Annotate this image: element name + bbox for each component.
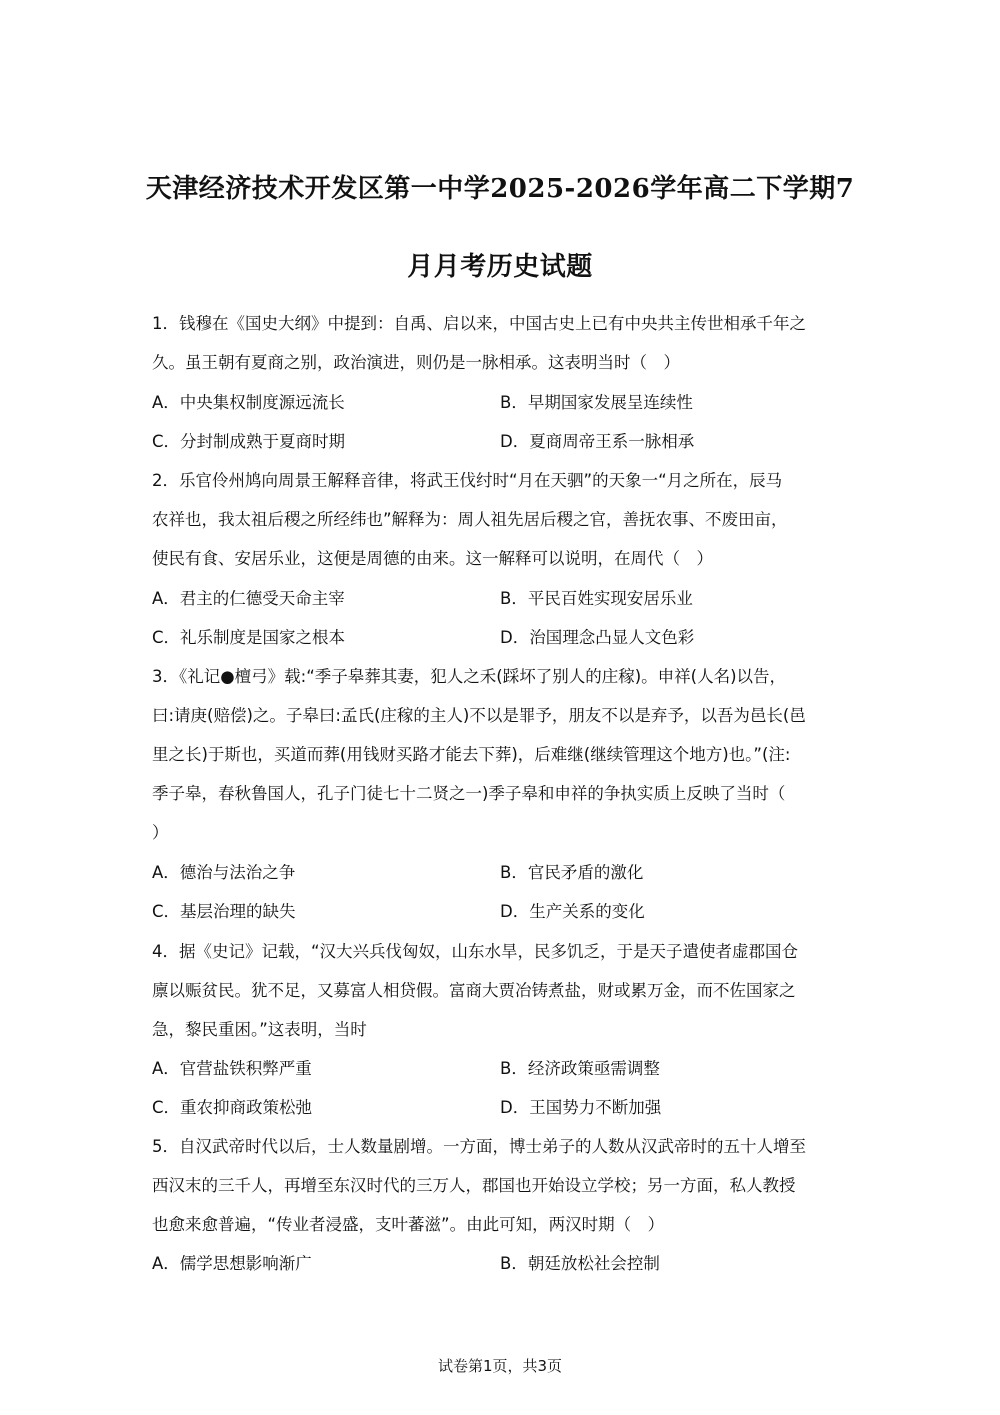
option-c: C．分封制成熟于夏商时期 xyxy=(152,432,346,451)
question-line: 西汉末的三千人，再增至东汉时代的三万人，郡国也开始设立学校；另一方面，私人教授 xyxy=(152,1176,796,1195)
question-line: 农祥也，我太祖后稷之所经纬也”解释为：周人祖先居后稷之官，善抚农事、不废田亩， xyxy=(152,510,788,529)
option-c: C．重农抑商政策松弛 xyxy=(152,1098,313,1117)
question-line: 曰:请庚(赔偿)之。子皋曰:孟氏(庄稼的主人)不以是罪予，朋友不以是弃予，以吾为邑长(邑 xyxy=(152,706,806,725)
question-5-stem xyxy=(152,1127,852,1244)
option-b: B．经济政策亟需调整 xyxy=(500,1059,660,1078)
question-line: ） xyxy=(152,823,169,842)
question-line: 里之长)于斯也，买道而葬(用钱财买路才能去下葬)，后难继(继续管理这个地方)也。”(注: xyxy=(152,745,791,764)
question-4-stem xyxy=(152,932,852,1049)
option-c: C．礼乐制度是国家之根本 xyxy=(152,628,346,647)
exam-title-line-2: 月月考历史试题 xyxy=(407,252,593,282)
page-footer: 试卷第1页，共3页 xyxy=(437,1357,563,1375)
question-line: 5．自汉武帝时代以后，士人数量剧增。一方面，博士弟子的人数从汉武帝时的五十人增至 xyxy=(152,1137,806,1156)
question-line: 2．乐官伶州鸠向周景王解释音律，将武王伐纣时“月在天驷”的天象一“月之所在，辰马 xyxy=(152,471,783,490)
option-b: B．平民百姓实现安居乐业 xyxy=(500,589,693,608)
question-line: 3．《礼记●檀弓》载:“季子皋葬其妻，犯人之禾(踩坏了别人的庄稼)。申祥(人名)以告， xyxy=(152,667,787,686)
option-a: A．中央集权制度源远流长 xyxy=(152,393,345,412)
option-a: A．官营盐铁积弊严重 xyxy=(152,1059,312,1078)
question-line: 也愈来愈普遍，“传业者浸盛，支叶蕃滋”。由此可知，两汉时期（ ） xyxy=(152,1215,665,1234)
question-3-stem xyxy=(152,657,852,852)
option-b: B．朝廷放松社会控制 xyxy=(500,1254,660,1273)
question-line: 急，黎民重困。”这表明，当时 xyxy=(152,1020,367,1039)
question-line: 4．据《史记》记载，“汉大兴兵伐匈奴，山东水旱，民多饥乏，于是天子遣使者虚郡国仓 xyxy=(152,942,799,961)
option-d: D．王国势力不断加强 xyxy=(500,1098,662,1117)
option-d: D．夏商周帝王系一脉相承 xyxy=(500,432,695,451)
question-line: 使民有食、安居乐业，这便是周德的由来。这一解释可以说明，在周代（ ） xyxy=(152,549,713,568)
option-d: D．治国理念凸显人文色彩 xyxy=(500,628,695,647)
question-line: 季子皋，春秋鲁国人，孔子门徒七十二贤之一)季子皋和申祥的争执实质上反映了当时（ xyxy=(152,784,786,803)
option-a: A．君主的仁德受天命主宰 xyxy=(152,589,345,608)
option-d: D．生产关系的变化 xyxy=(500,902,645,921)
question-line: 久。虽王朝有夏商之别，政治演进，则仍是一脉相承。这表明当时（ ） xyxy=(152,353,680,372)
question-line: 廪以赈贫民。犹不足，又募富人相贷假。富商大贾冶铸煮盐，财或累万金，而不佐国家之 xyxy=(152,981,796,1000)
option-b: B．官民矛盾的激化 xyxy=(500,863,644,882)
option-a: A．儒学思想影响渐广 xyxy=(152,1254,312,1273)
question-1-stem xyxy=(152,304,852,382)
question-line: 1．钱穆在《国史大纲》中提到：自禹、启以来，中国古史上已有中央共主传世相承千年之 xyxy=(152,314,806,333)
exam-title-line-1: 天津经济技术开发区第一中学2025-2026学年高二下学期7 xyxy=(145,174,855,204)
option-b: B．早期国家发展呈连续性 xyxy=(500,393,693,412)
question-2-stem xyxy=(152,461,852,578)
option-a: A．德治与法治之争 xyxy=(152,863,296,882)
option-c: C．基层治理的缺失 xyxy=(152,902,296,921)
